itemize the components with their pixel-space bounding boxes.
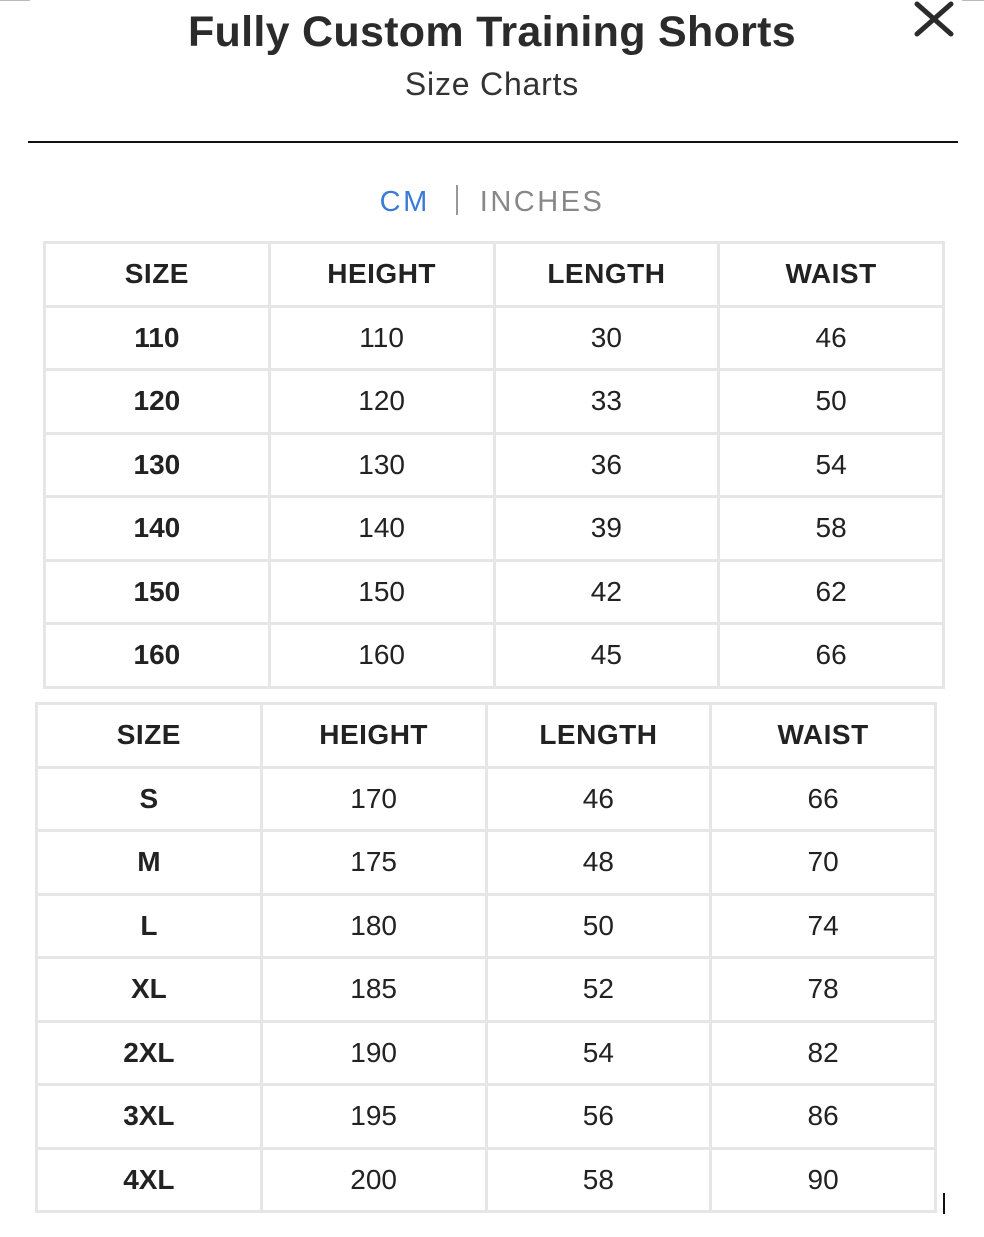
waist-cell: 62 (719, 560, 944, 624)
table-row (45, 624, 944, 688)
waist-cell: 46 (719, 306, 944, 370)
unit-cm-tab[interactable]: CM (379, 186, 430, 218)
length-cell: 56 (486, 1085, 711, 1149)
length-cell: 33 (494, 370, 719, 434)
height-cell: 160 (269, 624, 494, 688)
header-waist: WAIST (719, 243, 944, 307)
unit-toggle (0, 182, 984, 222)
size-cell: 130 (45, 433, 270, 497)
table-row (37, 958, 936, 1022)
header-divider (28, 141, 958, 143)
close-button[interactable] (906, 0, 962, 40)
height-cell: 190 (261, 1021, 486, 1085)
table-row (37, 1148, 936, 1212)
unit-inches-tab[interactable]: INCHES (479, 186, 605, 218)
size-cell: 160 (45, 624, 270, 688)
header-height: HEIGHT (261, 704, 486, 768)
size-cell: XL (37, 958, 262, 1022)
waist-cell: 70 (711, 831, 936, 895)
header-waist: WAIST (711, 704, 936, 768)
waist-cell: 90 (711, 1148, 936, 1212)
height-cell: 170 (261, 767, 486, 831)
length-cell: 46 (486, 767, 711, 831)
table-row (45, 560, 944, 624)
height-cell: 175 (261, 831, 486, 895)
text-cursor (943, 1193, 945, 1214)
table-row (45, 370, 944, 434)
waist-cell: 50 (719, 370, 944, 434)
length-cell: 45 (494, 624, 719, 688)
header-length: LENGTH (494, 243, 719, 307)
height-cell: 120 (269, 370, 494, 434)
waist-cell: 54 (719, 433, 944, 497)
waist-cell: 82 (711, 1021, 936, 1085)
waist-cell: 66 (711, 767, 936, 831)
height-cell: 195 (261, 1085, 486, 1149)
size-cell: 140 (45, 497, 270, 561)
height-cell: 150 (269, 560, 494, 624)
page-subtitle: Size Charts (404, 66, 580, 102)
table-row (45, 306, 944, 370)
size-cell: L (37, 894, 262, 958)
size-cell: S (37, 767, 262, 831)
size-cell: M (37, 831, 262, 895)
table-row (37, 894, 936, 958)
waist-cell: 66 (719, 624, 944, 688)
length-cell: 54 (486, 1021, 711, 1085)
length-cell: 48 (486, 831, 711, 895)
height-cell: 200 (261, 1148, 486, 1212)
length-cell: 50 (486, 894, 711, 958)
length-cell: 36 (494, 433, 719, 497)
size-cell: 150 (45, 560, 270, 624)
table-header-row (37, 704, 936, 768)
size-cell: 2XL (37, 1021, 262, 1085)
unit-separator (456, 185, 458, 215)
table-row (45, 497, 944, 561)
waist-cell: 58 (719, 497, 944, 561)
page-title: Fully Custom Training Shorts (187, 8, 797, 56)
table-row (37, 831, 936, 895)
height-cell: 185 (261, 958, 486, 1022)
length-cell: 58 (486, 1148, 711, 1212)
close-icon (906, 0, 962, 40)
table-header-row (45, 243, 944, 307)
table-row (37, 1021, 936, 1085)
kids-size-table (43, 241, 945, 689)
adult-size-table (35, 702, 937, 1213)
top-edge-line-left (0, 0, 30, 1)
table-row (45, 433, 944, 497)
length-cell: 52 (486, 958, 711, 1022)
table-row (37, 767, 936, 831)
size-cell: 120 (45, 370, 270, 434)
length-cell: 30 (494, 306, 719, 370)
height-cell: 140 (269, 497, 494, 561)
size-cell: 110 (45, 306, 270, 370)
table-row (37, 1085, 936, 1149)
height-cell: 130 (269, 433, 494, 497)
top-edge-line-right (962, 0, 984, 1)
waist-cell: 86 (711, 1085, 936, 1149)
waist-cell: 78 (711, 958, 936, 1022)
header-height: HEIGHT (269, 243, 494, 307)
size-cell: 4XL (37, 1148, 262, 1212)
waist-cell: 74 (711, 894, 936, 958)
header-length: LENGTH (486, 704, 711, 768)
height-cell: 180 (261, 894, 486, 958)
length-cell: 39 (494, 497, 719, 561)
size-cell: 3XL (37, 1085, 262, 1149)
header-size: SIZE (45, 243, 270, 307)
header-size: SIZE (37, 704, 262, 768)
length-cell: 42 (494, 560, 719, 624)
height-cell: 110 (269, 306, 494, 370)
